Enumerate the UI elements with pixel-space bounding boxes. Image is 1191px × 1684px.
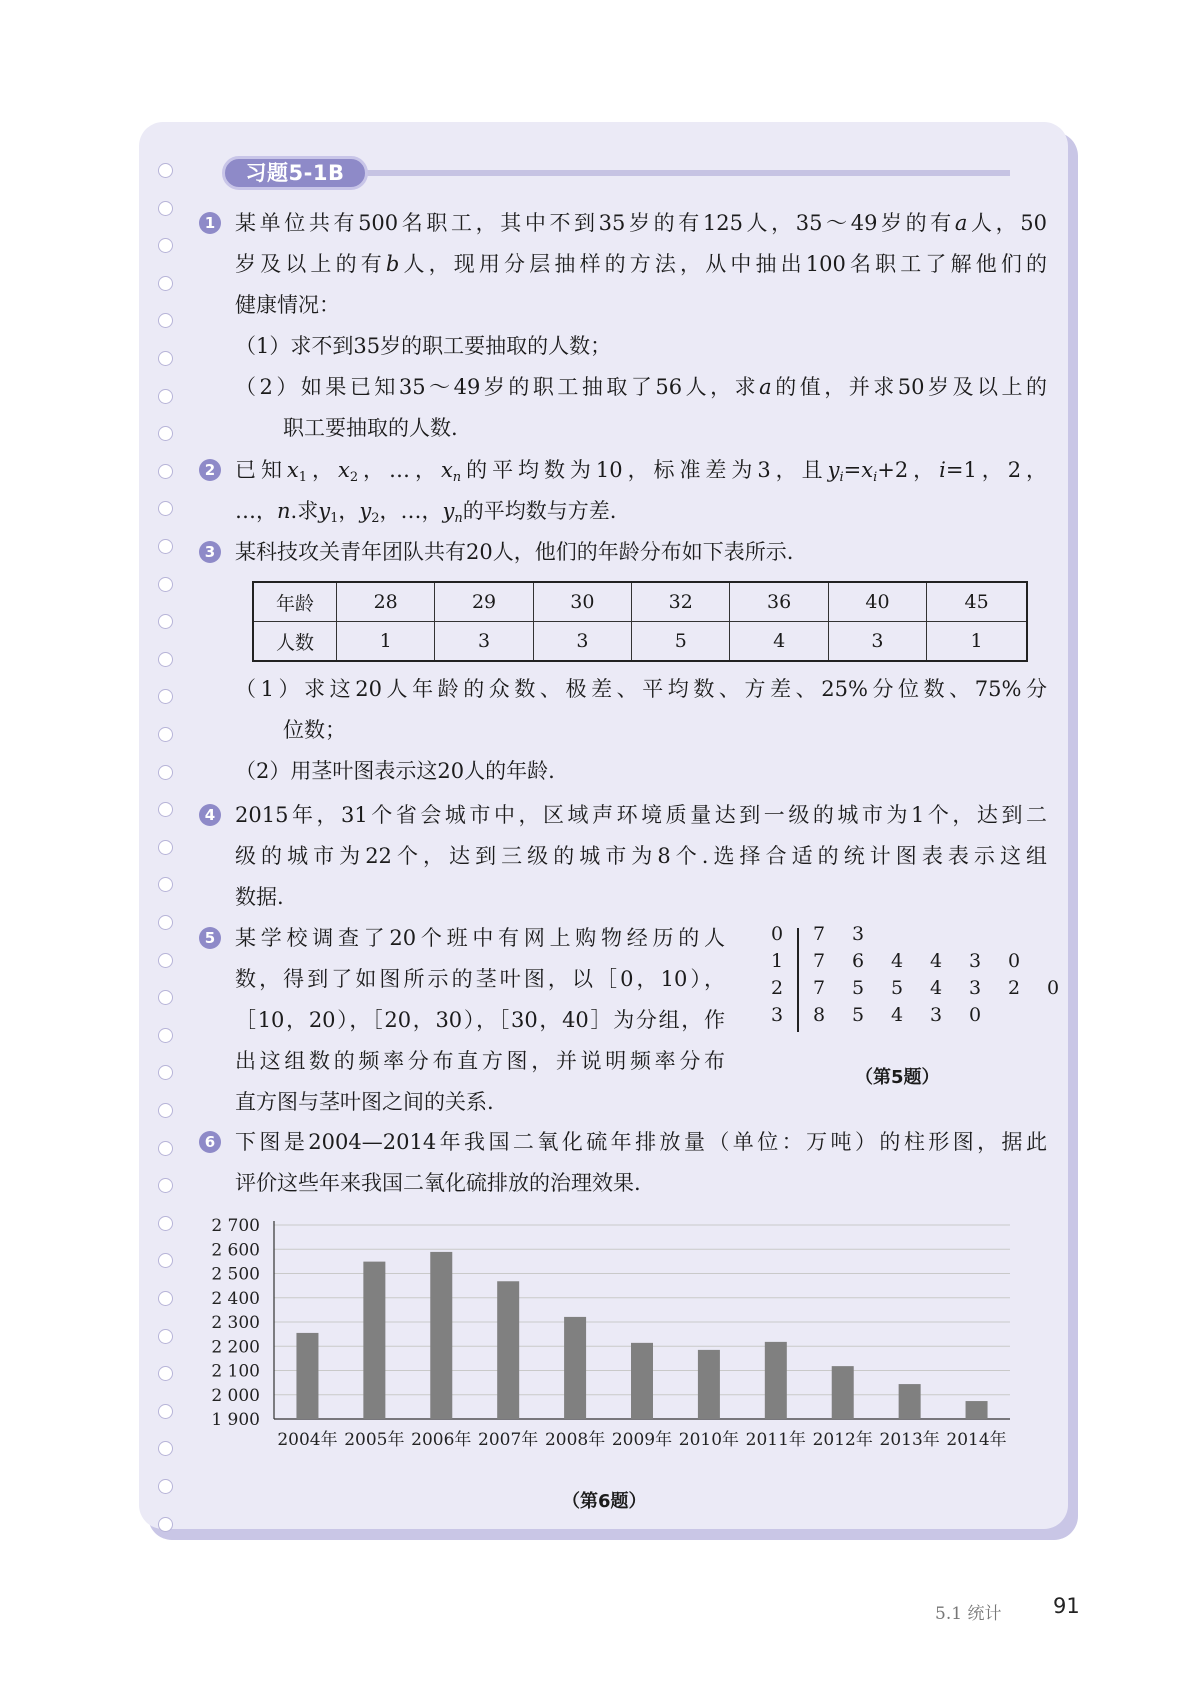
problem-5-line-3: ［10，20），［20，30），［30，40］为分组，作 bbox=[235, 1008, 725, 1032]
table-cell: 30 bbox=[533, 582, 631, 622]
leaf-value: 7 bbox=[813, 977, 826, 999]
x-tick-label: 2011年 bbox=[745, 1430, 806, 1450]
stem-value: 2 bbox=[771, 977, 784, 999]
problem-4-line-2: 级的城市为22个，达到三级的城市为8个.选择合适的统计图表表示这组 bbox=[235, 844, 1047, 868]
binder-hole bbox=[158, 539, 173, 554]
leaf-value: 7 bbox=[813, 923, 826, 945]
binder-hole bbox=[158, 953, 173, 968]
leaf-value: 0 bbox=[1008, 950, 1021, 972]
problem-4-line-3: 数据. bbox=[235, 885, 284, 909]
binder-hole bbox=[158, 163, 173, 178]
bar-2007年 bbox=[497, 1281, 519, 1419]
problem-6-line-2: 评价这些年来我国二氧化硫排放的治理效果. bbox=[235, 1171, 641, 1195]
problem-5-line-1: 某学校调查了20个班中有网上购物经历的人 bbox=[235, 926, 725, 950]
y-tick-label: 2 500 bbox=[211, 1264, 260, 1285]
binder-hole bbox=[158, 389, 173, 404]
x-tick-label: 2012年 bbox=[812, 1430, 873, 1450]
leaf-value: 3 bbox=[930, 1004, 943, 1026]
stem-value: 1 bbox=[771, 950, 784, 972]
leaf-value: 8 bbox=[813, 1004, 826, 1026]
figure-5-caption: （第5题） bbox=[855, 1067, 940, 1088]
table-header-count: 人数 bbox=[253, 622, 337, 662]
leaf-value: 4 bbox=[891, 1004, 904, 1026]
leaf-value: 5 bbox=[852, 977, 865, 999]
section-title: 习题5-1B bbox=[222, 156, 368, 190]
bar-2014年 bbox=[966, 1401, 988, 1419]
table-cell: 29 bbox=[435, 582, 533, 622]
stem-value: 0 bbox=[771, 923, 784, 945]
title-rule bbox=[360, 170, 1010, 176]
problem-number-5: 5 bbox=[199, 927, 221, 949]
problem-1-line-2: 岁及以上的有b人，现用分层抽样的方法，从中抽出100名职工了解他们的 bbox=[235, 252, 1047, 276]
binder-hole bbox=[158, 1517, 173, 1532]
y-tick-label: 2 300 bbox=[211, 1313, 260, 1333]
leaf-value: 3 bbox=[969, 977, 982, 999]
x-tick-label: 2006年 bbox=[411, 1430, 472, 1450]
binder-hole bbox=[158, 577, 173, 592]
binder-hole bbox=[158, 1479, 173, 1494]
x-tick-label: 2013年 bbox=[879, 1430, 940, 1450]
binder-hole bbox=[158, 1141, 173, 1156]
leaf-value: 6 bbox=[852, 950, 865, 972]
binder-hole bbox=[158, 1404, 173, 1419]
binder-hole bbox=[158, 765, 173, 780]
binder-hole bbox=[158, 1103, 173, 1118]
so2-bar-chart bbox=[200, 1218, 1030, 1478]
table-cell: 5 bbox=[632, 622, 730, 662]
figure-6-caption: （第6题） bbox=[562, 1491, 647, 1512]
leaf-value: 0 bbox=[1047, 977, 1060, 999]
y-tick-label: 2 100 bbox=[211, 1361, 260, 1382]
binder-hole bbox=[158, 1329, 173, 1344]
problem-1-part-2-cont: 职工要抽取的人数. bbox=[283, 416, 458, 440]
stem-leaf-divider bbox=[797, 928, 799, 1032]
binder-hole bbox=[158, 1028, 173, 1043]
problem-4-line-1: 2015年，31个省会城市中，区域声环境质量达到一级的城市为1个，达到二 bbox=[235, 803, 1047, 827]
leaf-value: 4 bbox=[930, 977, 943, 999]
x-tick-label: 2004年 bbox=[277, 1430, 338, 1450]
x-tick-label: 2009年 bbox=[611, 1430, 673, 1450]
leaf-value: 2 bbox=[1008, 977, 1021, 999]
table-cell: 3 bbox=[828, 622, 926, 662]
problem-number-6: 6 bbox=[199, 1131, 221, 1153]
binder-hole bbox=[158, 1216, 173, 1231]
table-cell: 1 bbox=[927, 622, 1027, 662]
problem-3-part-2: （2）用茎叶图表示这20人的年龄. bbox=[235, 759, 555, 783]
y-tick-label: 2 400 bbox=[211, 1288, 260, 1309]
table-cell: 1 bbox=[337, 622, 435, 662]
table-cell: 45 bbox=[927, 582, 1027, 622]
bar-2011年 bbox=[765, 1342, 787, 1419]
y-tick-label: 2 600 bbox=[211, 1240, 260, 1261]
problem-6-line-1: 下图是2004—2014年我国二氧化硫年排放量（单位：万吨）的柱形图，据此 bbox=[235, 1130, 1047, 1154]
problem-2-line-2: …，n.求$y_1$，$y_2$，…，$y_n$的平均数与方差. bbox=[235, 499, 617, 526]
problem-3-part-1-cont: 位数； bbox=[283, 718, 346, 742]
problem-1-part-1: （1）求不到35岁的职工要抽取的人数； bbox=[235, 334, 612, 358]
bar-2004年 bbox=[296, 1333, 318, 1419]
leaf-value: 5 bbox=[852, 1004, 865, 1026]
y-tick-label: 2 700 bbox=[211, 1218, 260, 1236]
footer-section: 5.1 统计 bbox=[935, 1604, 1002, 1624]
binder-hole bbox=[158, 652, 173, 667]
leaf-value: 4 bbox=[930, 950, 943, 972]
bar-2006年 bbox=[430, 1252, 452, 1419]
x-tick-label: 2008年 bbox=[544, 1430, 606, 1450]
binder-hole bbox=[158, 727, 173, 742]
table-cell: 36 bbox=[730, 582, 828, 622]
problem-1-line-3: 健康情况： bbox=[235, 293, 340, 317]
problem-number-1: 1 bbox=[199, 212, 221, 234]
x-tick-label: 2014年 bbox=[946, 1430, 1007, 1450]
bar-2010年 bbox=[698, 1350, 720, 1419]
binder-hole bbox=[158, 915, 173, 930]
table-cell: 4 bbox=[730, 622, 828, 662]
x-tick-label: 2010年 bbox=[678, 1430, 740, 1450]
table-cell: 40 bbox=[828, 582, 926, 622]
table-cell: 3 bbox=[533, 622, 631, 662]
bar-2013年 bbox=[899, 1384, 921, 1419]
table-row bbox=[253, 622, 1027, 662]
y-tick-label: 1 900 bbox=[211, 1410, 260, 1430]
table-row bbox=[253, 582, 1027, 622]
problem-3-part-1: （1）求这20人年龄的众数、极差、平均数、方差、25%分位数、75%分 bbox=[235, 677, 1047, 701]
leaf-value: 7 bbox=[813, 950, 826, 972]
leaf-value: 3 bbox=[852, 923, 865, 945]
problem-1-part-2: （2）如果已知35～49岁的职工抽取了56人，求a的值，并求50岁及以上的 bbox=[235, 375, 1047, 399]
binder-hole bbox=[158, 840, 173, 855]
binder-hole bbox=[158, 201, 173, 216]
leaf-value: 4 bbox=[891, 950, 904, 972]
problem-number-2: 2 bbox=[199, 459, 221, 481]
stem-value: 3 bbox=[771, 1004, 784, 1026]
problem-number-4: 4 bbox=[199, 804, 221, 826]
problem-3-text: 某科技攻关青年团队共有20人，他们的年龄分布如下表所示. bbox=[235, 540, 794, 564]
binder-hole bbox=[158, 464, 173, 479]
bar-2012年 bbox=[832, 1366, 854, 1419]
y-tick-label: 2 000 bbox=[211, 1385, 260, 1406]
binder-hole bbox=[158, 1291, 173, 1306]
x-tick-label: 2007年 bbox=[478, 1430, 539, 1450]
leaf-value: 3 bbox=[969, 950, 982, 972]
problem-5-line-5: 直方图与茎叶图之间的关系. bbox=[235, 1090, 494, 1114]
problem-5-line-2: 数，得到了如图所示的茎叶图，以［0，10）， bbox=[235, 967, 725, 991]
table-cell: 32 bbox=[632, 582, 730, 622]
y-tick-label: 2 200 bbox=[211, 1337, 260, 1358]
binder-hole bbox=[158, 351, 173, 366]
table-cell: 3 bbox=[435, 622, 533, 662]
bar-2008年 bbox=[564, 1317, 586, 1419]
problem-5-line-4: 出这组数的频率分布直方图，并说明频率分布 bbox=[235, 1049, 725, 1073]
page-number: 91 bbox=[1053, 1594, 1080, 1618]
problem-1-line-1: 某单位共有500名职工，其中不到35岁的有125人，35～49岁的有a人，50 bbox=[235, 211, 1047, 235]
leaf-value: 0 bbox=[969, 1004, 982, 1026]
bar-2005年 bbox=[363, 1262, 385, 1419]
problem-number-3: 3 bbox=[199, 541, 221, 563]
leaf-value: 5 bbox=[891, 977, 904, 999]
problem-2-line-1: 已知$x_1$，$x_2$，…，$x_n$的平均数为10，标准差为3，且$y_i=x_i+2$，i=1，2， bbox=[235, 458, 1048, 485]
table-header-age: 年龄 bbox=[253, 582, 337, 622]
bar-2009年 bbox=[631, 1343, 653, 1419]
binder-hole bbox=[158, 276, 173, 291]
age-table bbox=[252, 581, 1028, 662]
table-cell: 28 bbox=[337, 582, 435, 622]
x-tick-label: 2005年 bbox=[344, 1430, 405, 1450]
